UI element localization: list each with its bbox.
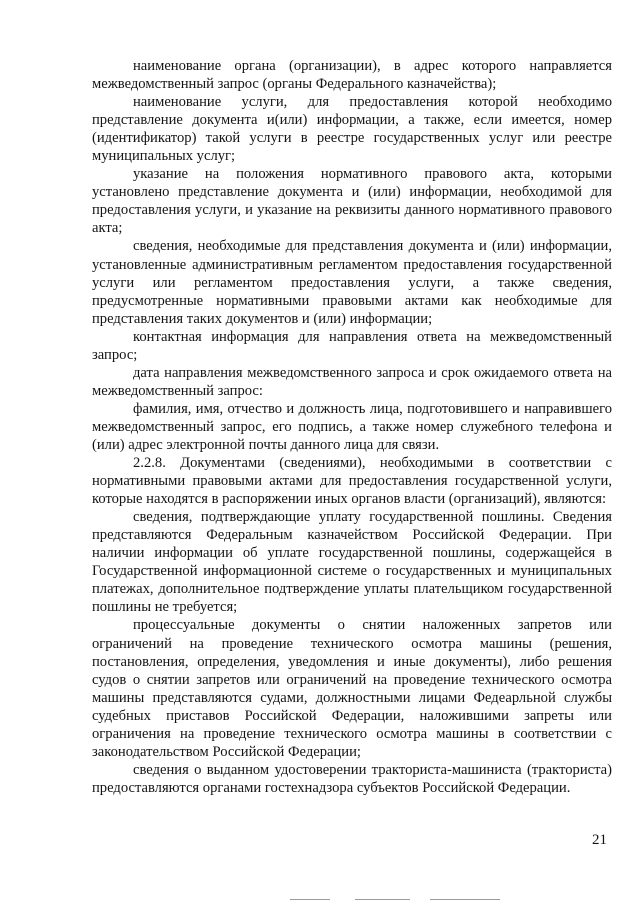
paragraph-required-info: сведения, необходимые для представления документа и (или) информации, установленные административным регламентом предоставления государственной услуги или регламентом предоставления услуги, а также сведения, предусмотренные нормативными правовыми актами как необходимые для представления таких документов и (или) информации;: [92, 238, 612, 327]
paragraph-service-name: наименование услуги, для предоставления которой необходимо представление документа и(или) информации, а также, если имеется, номер (идентификатор) такой услуги в реестре государственных услуг или реестре муниципальных услуг;: [92, 94, 612, 165]
paragraph-state-duty: сведения, подтверждающие уплату государственной пошлины. Сведения представляются Федеральным казначейством Российской Федерации. При наличии информации об уплате государственной пошлины, содержащейся в Государственной информационной системе о государственных и муниципальных платежах, дополнительное подтверждение уплаты плательщиком государственной пошлины не требуется;: [92, 509, 612, 616]
paragraph-request-recipient: наименование органа (организации), в адрес которого направляется межведомственный запрос (органы Федерального казначейства);: [92, 58, 612, 93]
paragraph-legal-act: указание на положения нормативного правового акта, которыми установлено представление документа и (или) информации, необходимой для предоставления услуги, и указание на реквизиты данного нормативного правового акта;: [92, 166, 612, 237]
paragraph-responsible-person: фамилия, имя, отчество и должность лица, подготовившего и направившего межведомственный запрос, его подпись, а также номер служебного телефона и (или) адрес электронной почты данного лица для связи.: [92, 400, 612, 453]
paragraph-section-2-2-8: 2.2.8. Документами (сведениями), необходимыми в соответствии с нормативными правовыми актами для предоставления государственной услуги, которые находятся в распоряжении иных органов власти (организаций), являются:: [92, 455, 612, 508]
paragraph-contact-info: контактная информация для направления ответа на межведомственный запрос;: [92, 328, 612, 363]
paragraph-procedural-documents: процессуальные документы о снятии наложенных запретов или ограничений на проведение технического осмотра машины (решения, постановления, определения, уведомления и иные документы), либо решения судов о снятии запретов или ограничений на проведение технического осмотра машины представляются судами, должностными лицами Федеарльной службы судебных приставов Российской Федерации, наложившими запреты или ограничения на проведение технического осмотра машины в соответствии с законодательством Российской Федерации;: [92, 617, 612, 760]
page-number: 21: [592, 832, 607, 848]
paragraph-request-date: дата направления межведомственного запроса и срок ожидаемого ответа на межведомственный запрос:: [92, 364, 612, 399]
paragraph-tractor-license: сведения о выданном удостоверении тракториста-машиниста (тракториста) предоставляются органами гостехнадзора субъектов Российской Федерации.: [92, 761, 612, 796]
scan-edge-marks: [0, 893, 640, 905]
body-text: [92, 57, 612, 797]
